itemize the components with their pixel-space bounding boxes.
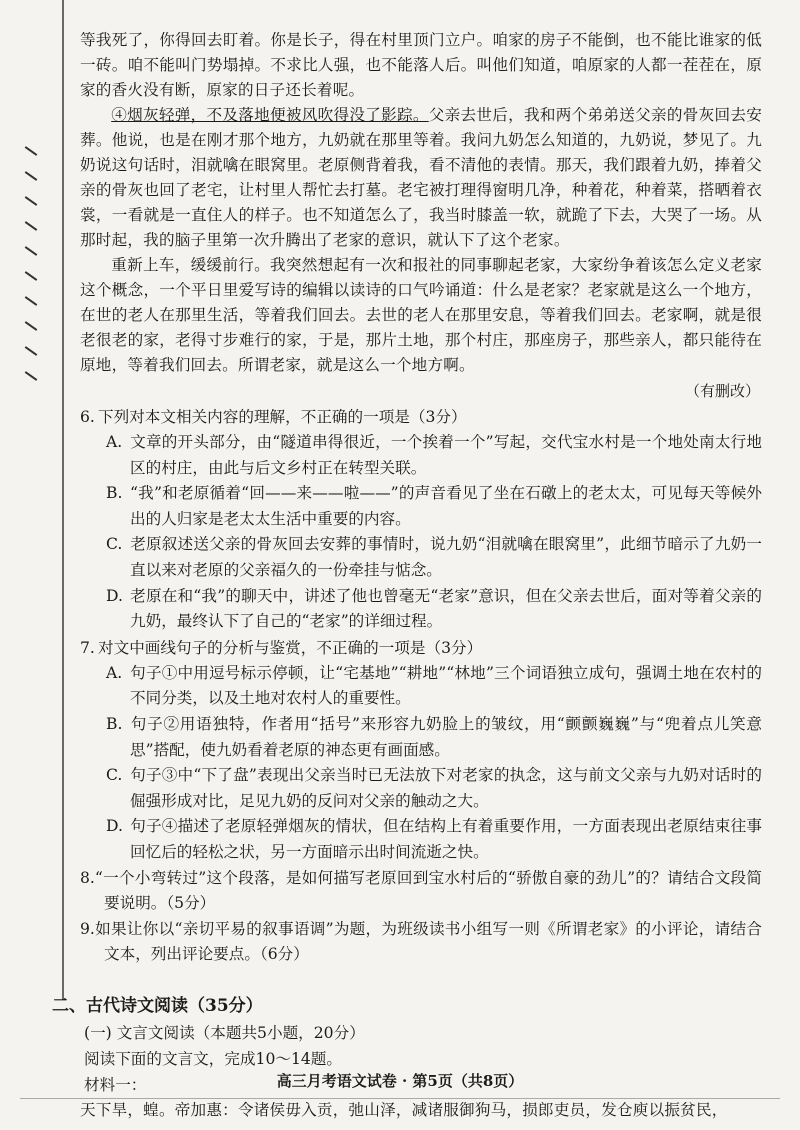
option-a: [80, 661, 762, 712]
material-text: 天下旱，蝗。帝加惠：令诸侯毋入贡，弛山泽，减诸服御狗马，损郎吏员，发仓庾以振贫民，: [80, 1100, 728, 1119]
margin-tick-marks: [18, 150, 54, 400]
margin-tick: [25, 271, 38, 281]
margin-tick: [25, 196, 38, 206]
question-9: [80, 917, 762, 968]
option-letter: A.: [106, 663, 123, 682]
option-letter: C.: [106, 535, 123, 554]
option-a: [80, 430, 762, 481]
option-text: 句子①中用逗号标示停顿，让“宅基地”“耕地”“林地”三个词语独立成句，强调土地在农村的不同分类，以及土地对农村人的重要性。: [130, 663, 762, 708]
margin-tick: [25, 221, 38, 231]
source-note: （有删改）: [684, 382, 760, 400]
question-text: 如果让你以“亲切平易的叙事语调”为题，为班级读书小组写一则《所谓老家》的小评论，请结合文本，列出评论要点。（6分）: [94, 919, 762, 964]
question-6: [80, 405, 762, 635]
binding-margin-line: [62, 0, 64, 1000]
option-text: “我”和老原循着“回——来——啦——”的声音看见了坐在石礅上的老太太，可见每天等候外出的人归家是老太太生活中重要的内容。: [130, 484, 762, 528]
passage-paragraph-2-text: 父亲去世后，我和两个弟弟送父亲的骨灰回去安葬。他说，也是在刚才那个地方，九奶就在那里等着。我问九奶怎么知道的，九奶说，梦见了。九奶说这句话时，泪就噙在眼窝里。老原侧背着我，看不清他的表情。那天，我们跟着九奶，捧着父亲的骨灰也回了老宅，让村里人帮忙去打墓。老宅被打理得窗明几净，种着花，种着菜，搭晒着衣裳，一看就是一直住人的样子。也不知道怎么了，我当时膝盖一软，就跪了下去，大哭了一场。从那时起，我的脑子里第一次升腾出了老家的意识，就认下了这个老家。: [80, 106, 762, 249]
question-stem: [80, 405, 762, 430]
underlined-sentence-4: ④烟灰轻弹，不及落地便被风吹得没了影踪。: [111, 106, 429, 124]
option-b: [80, 481, 762, 532]
option-text: 老原叙述送父亲的骨灰回去安葬的事情时，说九奶“泪就噙在眼窝里”，此细节暗示了九奶一直以来对老原的父亲福久的一份牵挂与惦念。: [130, 535, 762, 579]
subsection-title: (一) 文言文阅读（本题共5小题，20分）: [84, 1023, 365, 1042]
option-c: [80, 532, 762, 583]
option-letter: B.: [106, 714, 123, 733]
option-d: [80, 814, 762, 865]
section-2-title: 二、古代诗文阅读（35分）: [52, 995, 263, 1016]
margin-tick: [25, 146, 38, 156]
question-7: [80, 636, 762, 866]
margin-tick: [25, 246, 38, 256]
option-letter: B.: [106, 484, 123, 503]
option-letter: D.: [106, 586, 123, 605]
passage-paragraph-1: 等我死了，你得回去盯着。你是长子，得在村里顶门立户。咱家的房子不能倒，也不能比谁家的低一砖。咱不能叫门势塌掉。不求比人强，也不能落人后。叫他们知道，咱原家的人都一茬茬在，原家的香火没有断，原家的日子还长着呢。: [80, 31, 762, 99]
question-number: 9.: [80, 919, 95, 938]
margin-tick: [25, 321, 38, 331]
option-letter: A.: [106, 433, 123, 451]
option-letter: C.: [106, 766, 123, 785]
reading-instruction: 阅读下面的文言文，完成10～14题。: [84, 1049, 342, 1068]
question-number: 8.: [80, 868, 95, 887]
passage-paragraph-2: [80, 103, 762, 253]
option-text: 句子②用语独特，作者用“括号”来形容九奶脸上的皱纹，用“颤颤巍巍”与“兜着点儿笑意思”搭配，使九奶看着老原的神态更有画面感。: [130, 714, 762, 759]
margin-tick: [25, 171, 38, 181]
question-number: 7.: [80, 638, 95, 657]
option-text: 文章的开头部分，由“隧道串得很近，一个挨着一个”写起，交代宝水村是一个地处南太行地区的村庄，由此与后文乡村正在转型关联。: [130, 433, 762, 477]
option-c: [80, 763, 762, 814]
page-content: [52, 28, 762, 1123]
margin-tick: [25, 296, 38, 306]
margin-tick: [25, 371, 38, 381]
question-number: 6.: [80, 408, 95, 426]
question-8: [80, 866, 762, 917]
question-text: 下列对本文相关内容的理解，不正确的一项是（3分）: [98, 408, 467, 426]
margin-tick: [25, 346, 38, 356]
option-b: [80, 712, 762, 763]
page-footer: 高三月考语文试卷 · 第5页（共8页）: [276, 1072, 524, 1090]
option-text: 句子③中“下了盘”表现出父亲当时已无法放下对老家的执念，这与前文父亲与九奶对话时的倔强形成对比，足见九奶的反问对父亲的触动之大。: [130, 766, 762, 810]
question-text: 对文中画线句子的分析与鉴赏，不正确的一项是（3分）: [98, 638, 483, 657]
question-stem: [80, 636, 762, 661]
option-d: [80, 584, 762, 635]
bottom-rule: [20, 1098, 780, 1099]
material-label: 材料一：: [84, 1075, 147, 1094]
option-text: 老原在和“我”的聊天中，讲述了他也曾毫无“老家”意识，但在父亲去世后，面对等着父亲的九奶，最终认下了自己的“老家”的详细过程。: [130, 586, 762, 631]
option-letter: D.: [106, 817, 123, 836]
option-text: 句子④描述了老原轻弹烟灰的情状，但在结构上有着重要作用，一方面表现出老原结束往事回忆后的轻松之状，另一方面暗示出时间流逝之快。: [130, 817, 762, 861]
passage-paragraph-3: 重新上车，缓缓前行。我突然想起有一次和报社的同事聊起老家，大家纷争着该怎么定义老家这个概念，一个平日里爱写诗的编辑以读诗的口气吟诵道：什么是老家？老家就是这么一个地方，在世的老人在那里生活，等着我们回去。去世的老人在那里安息，等着我们回去。老家啊，就是很老很老的家，老得寸步难行的家，于是，那片土地，那个村庄，那座房子，那些亲人，都只能待在原地，等着我们回去。所谓老家，就是这么一个地方啊。: [80, 256, 762, 374]
question-text: “一个小弯转过”这个段落，是如何描写老原回到宝水村后的“骄傲自豪的劲儿”的？请结合文段简要说明。（5分）: [94, 868, 762, 913]
